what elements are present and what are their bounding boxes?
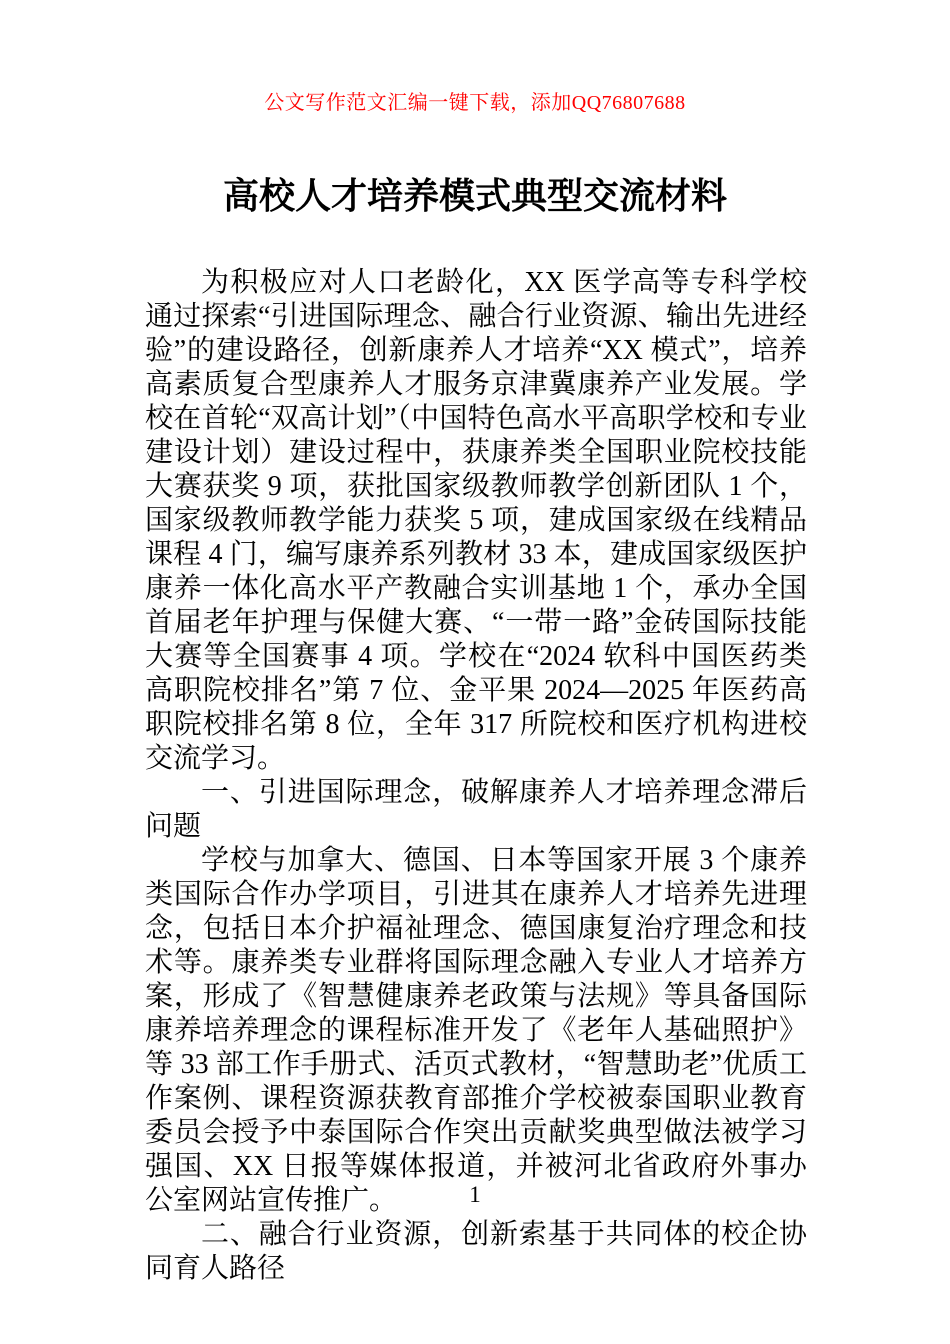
section-heading-1: 一、引进国际理念，破解康养人才培养理念滞后问题 — [145, 777, 807, 842]
body-paragraph: 学校与加拿大、德国、日本等国家开展 3 个康养类国际合作办学项目，引进其在康养人才培养先进理念，包括日本介护福祉理念、德国康复治疗理念和技术等。康养类专业群将国际理念融入专业人才培养方案，形成了《智慧健康养老政策与法规》等具备国际康养培养理念的课程标准开发了《老年人基础照护》等 33 部工作手册式、活页式教材，“智慧助老”优质工作案例、课程资源获教育部推介学校被泰国职业教育委员会授予中泰国际合作突出贡献奖典型做法被学习强国、XX 日报等媒体报道，并被河北省政府外事办公室网站宣传推广。 — [145, 845, 807, 1216]
promo-header: 公文写作范文汇编一键下载，添加QQ76807688 — [264, 92, 686, 114]
document-title: 高校人才培养模式典型交流材料 — [222, 176, 727, 216]
body-paragraph: 为积极应对人口老龄化，XX 医学高等专科学校通过探索“引进国际理念、融合行业资源、输出先进经验”的建设路径，创新康养人才培养“XX 模式”，培养高素质复合型康养人才服务京津冀康养产业发展。学校在首轮“双高计划”（中国特色高水平高职学校和专业建设计划）建设过程中，获康养类全国职业院校技能大赛获奖 9 项，获批国家级教师教学创新团队 1 个，国家级教师教学能力获奖 5 项，建成国家级在线精品课程 4 门，编写康养系列教材 33 本，建成国家级医护康养一体化高水平产教融合实训基地 1 个，承办全国首届老年护理与保健大赛、“一带一路”金砖国际技能大赛等全国赛事 4 项。学校在“2024 软科中国医药类高职院校排名”第 7 位、金平果 2024—2025 年医药高职院校排名第 8 位，全年 317 所院校和医疗机构进校交流学习。 — [145, 267, 807, 774]
page-number: 1 — [469, 1182, 481, 1207]
section-heading-2: 二、融合行业资源，创新索基于共同体的校企协同育人路径 — [145, 1219, 807, 1284]
document-body — [145, 266, 807, 1286]
